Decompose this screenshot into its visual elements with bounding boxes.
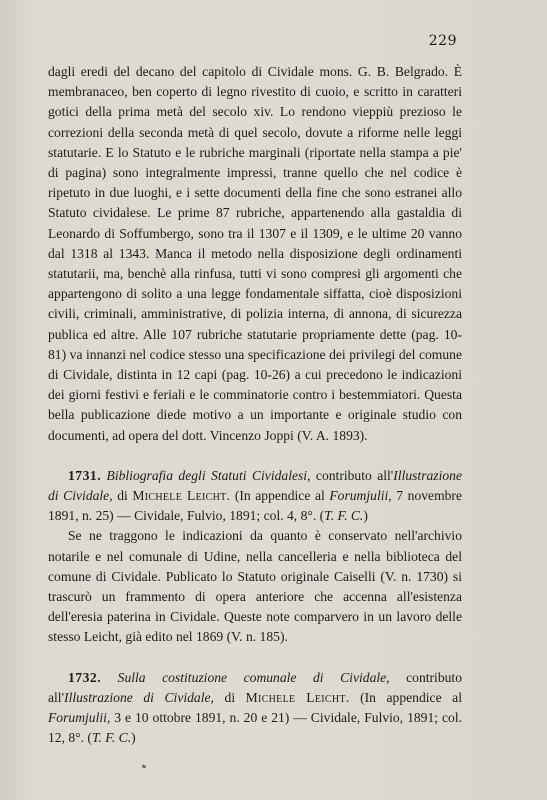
bibliography-entry-1731 xyxy=(48,466,462,648)
entry-appendix-journal: Forumjulii, xyxy=(329,488,392,504)
entry-source: T. F. C. xyxy=(91,730,132,746)
entry-heading xyxy=(48,466,462,527)
entry-text: contributo all' xyxy=(48,669,462,705)
entry-source: T. F. C. xyxy=(324,508,364,524)
entry-text: di xyxy=(213,689,246,705)
entry-appendix-journal: Forumjulii, xyxy=(48,710,111,726)
intro-paragraph: dagli eredi del decano del capitolo di Cividale mons. G. B. Belgrado. È membranaceo, ben coperto di legno rivestito di cuoio, e scritto in caratteri gotici della prima metà del secolo xiv. Lo rendono vieppiù prezioso le correzioni della seconda metà di quel secolo, dovute a riforme nelle leggi statutarie. E lo Statuto e le rubriche marginali (riportate nella stampa a pie' di pagina) sono integralmente impressi, tranne quello che nel codice è ripetuto in due luoghi, e i sette documenti della fine che sono estranei allo Statuto cividalese. Le prime 87 rubriche, appartenendo alla gastaldia di Leonardo di Soffumbergo, sono tra il 1307 e il 1309, e le ultime 20 vanno dal 1318 al 1343. Manca il metodo nella disposizione degli ordinamenti statutarii, ma, benchè alla rinfusa, tutti vi sono compresi gli argomenti che appartengono di solito a una legge fondamentale siffatta, cioè disposizioni civili, criminali, amministrative, di polizia interna, di annona, di sicurezza publica ed altre. Alle 107 rubriche statutarie propriamente dette (pag. 10-81) va innanzi nel codice stesso una specificazione dei privilegi del comune di Cividale, distinta in 12 capi (pag. 10-26) a cui precedono le indicazioni dei giorni festivi e feriali e le comminatorie contro i bestemmiatori. Questa bella publicazione diede motivo a un importante e originale studio con documenti, ad opera del dott. Vincenzo Joppi (V. A. 1893). xyxy=(48,64,462,443)
page-number: 229 xyxy=(428,33,457,49)
entry-journal: Illustrazione di Cividale, xyxy=(64,689,214,705)
entry-text: contributo all' xyxy=(310,467,394,483)
entry-text: di xyxy=(112,488,133,504)
entry-author: Michele Leicht. xyxy=(245,689,350,705)
entry-number: 1731. xyxy=(68,467,102,483)
entry-title: Bibliografia degli Statuti Cividalesi, xyxy=(106,467,311,483)
entry-text: (In appendice al xyxy=(230,488,330,504)
entry-text: ) xyxy=(363,508,368,524)
entry-details: 7 novembre 1891, n. 25) — Cividale, Fulvio, 1891; col. 4, 8°. ( xyxy=(48,488,462,524)
entry-title: Sulla costituzione comunale di Cividale, xyxy=(117,669,390,685)
entry-number: 1732. xyxy=(68,669,102,685)
entry-text: ) xyxy=(131,730,136,746)
entry-author: Michele Leicht. xyxy=(132,488,231,504)
bibliography-entry-1732 xyxy=(48,668,462,749)
entry-heading xyxy=(48,668,462,749)
entry-journal: Illustrazione di Cividale, xyxy=(48,467,462,504)
entry-text: (In appendice al xyxy=(349,689,462,705)
entry-body: Se ne traggono le indicazioni da quanto è conservato nell'archivio notarile e nel comunale di Udine, nella cancelleria e nella biblioteca del comune di Cividale. Publicato lo Statuto originale Caiselli (V. n. 1730) si trascurò un frammento di opera anteriore che accenna all'esistenza dell'eresia paterina in Cividale. Queste note comparvero in un lavoro delle stesso Leicht, già edito nel 1869 (V. n. 185). xyxy=(48,528,462,645)
entry-details: 3 e 10 ottobre 1891, n. 20 e 21) — Cividale, Fulvio, 1891; col. 12, 8°. ( xyxy=(48,710,462,746)
page-text xyxy=(48,62,462,769)
